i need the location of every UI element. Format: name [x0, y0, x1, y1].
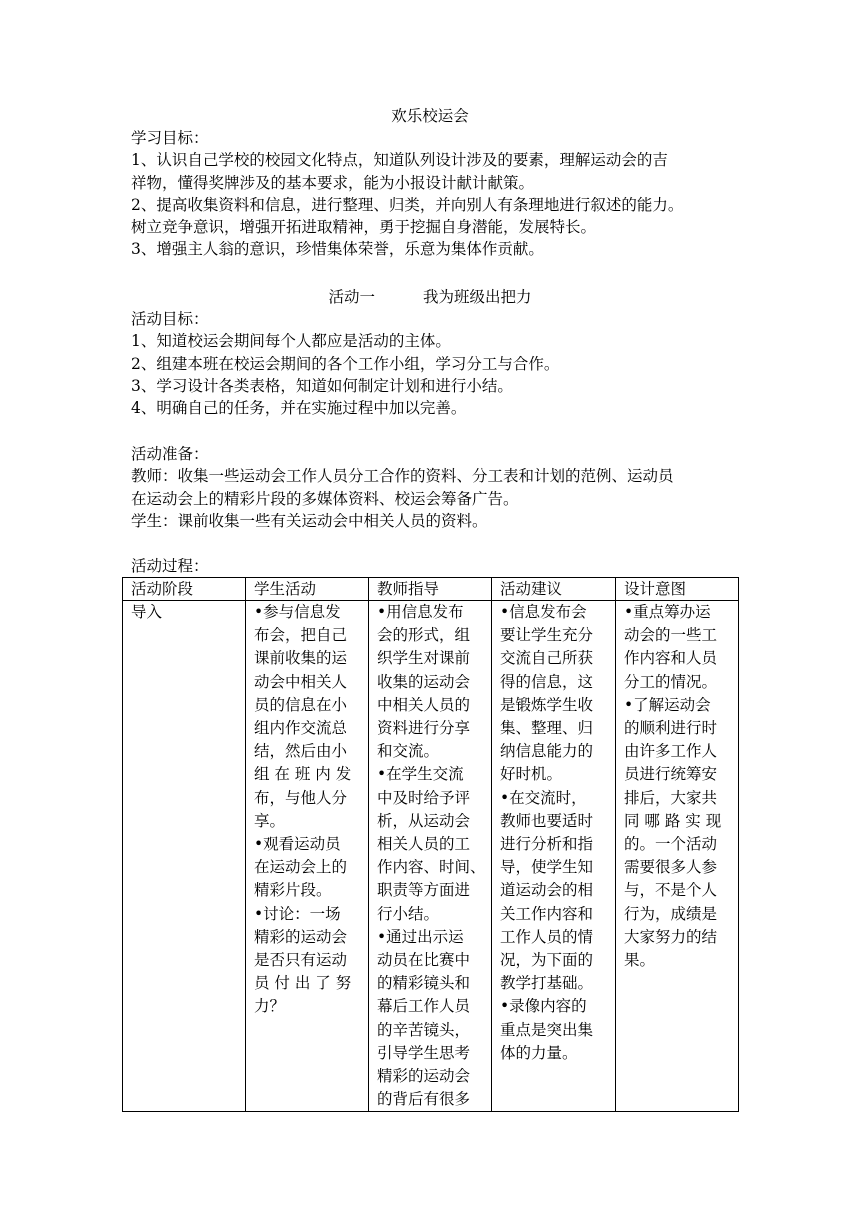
cell-text-line: •通过出示运	[377, 927, 464, 946]
cell-text-line: 布，与他人分	[254, 788, 348, 807]
activity-heading	[0, 286, 860, 308]
cell-text-line: 精彩片段。	[254, 881, 332, 900]
cell-text-line: 中相关人员的	[377, 695, 471, 714]
cell-text-line: 组内作交流总	[254, 719, 348, 738]
cell-text-line: 动会中相关人	[254, 672, 348, 691]
cell-text-line: 会的形式，组	[377, 626, 471, 645]
cell-text-line: 要让学生充分	[500, 626, 594, 645]
cell-text-line: 相关人员的工	[377, 835, 471, 854]
cell-text-line: 析，从运动会	[377, 811, 471, 830]
cell-text-line: •了解运动会	[624, 695, 711, 714]
activity-goal-line: 3、学习设计各类表格，知道如何制定计划和进行小结。	[131, 376, 513, 395]
cell-text-line: 进行分析和指	[500, 835, 594, 854]
cell-text-line: •在交流时，	[500, 788, 587, 807]
stage-text: 导入	[131, 603, 163, 621]
cell-text-line: 作内容、时间、	[377, 858, 486, 877]
header-teacher-guidance: 教师指导	[369, 578, 492, 601]
cell-text-line: 员 付 出 了 努	[254, 974, 352, 993]
activity-goal-line: 1、知道校运会期间每个人都应是活动的主体。	[131, 332, 451, 351]
cell-text-line: 动会的一些工	[624, 626, 718, 645]
cell-text-line: 行为，成绩是	[624, 904, 718, 923]
cell-text-line: 织学生对课前	[377, 649, 471, 668]
cell-text-line: •录像内容的	[500, 997, 587, 1016]
cell-text-line: 动员在比赛中	[377, 951, 471, 970]
cell-text-line: 同 哪 路 实 现	[624, 811, 722, 830]
cell-text-line: 好时机。	[500, 765, 563, 784]
cell-text-line: •用信息发布	[377, 603, 464, 621]
cell-text-line: 享。	[254, 811, 286, 830]
process-label: 活动过程：	[131, 557, 209, 575]
cell-text-line: 精彩的运动会	[254, 927, 348, 946]
cell-text-line: •重点筹办运	[624, 603, 711, 621]
cell-text-line: 果。	[624, 951, 656, 970]
table-header-row	[123, 578, 739, 601]
cell-text-line: 是锻炼学生收	[500, 695, 594, 714]
cell-text-line: 教学打基础。	[500, 974, 594, 993]
cell-text-line: 在运动会上的	[254, 858, 348, 877]
activity-number: 活动一	[328, 288, 375, 306]
cell-text-line: 排后，大家共	[624, 788, 718, 807]
goal-line: 3、增强主人翁的意识，珍惜集体荣誉，乐意为集体作贡献。	[131, 240, 544, 259]
goal-line: 祥物，懂得奖牌涉及的基本要求，能为小报设计献计献策。	[131, 173, 535, 192]
stage-cell	[123, 601, 246, 1112]
activity-goal-line: 4、明确自己的任务，并在实施过程中加以完善。	[131, 399, 467, 418]
cell-text-line: 资料进行分享	[377, 719, 471, 738]
cell-text-line: 行小结。	[377, 904, 440, 923]
preparation-line: 学生：课前收集一些有关运动会中相关人员的资料。	[131, 511, 488, 530]
learning-goals	[131, 127, 741, 261]
document-title: 欢乐校运会	[391, 107, 469, 125]
activity-preparation	[131, 443, 741, 532]
cell-text-line: 精彩的运动会	[377, 1067, 471, 1086]
cell-text-line: 需要很多人参	[624, 858, 718, 877]
cell-text-line: 由许多工作人	[624, 742, 718, 761]
cell-text-line: 与，不是个人	[624, 881, 718, 900]
cell-text-line: 的顺利进行时	[624, 719, 718, 738]
cell-text-line: 员进行统筹安	[624, 765, 718, 784]
cell-text-line: 引导学生思考	[377, 1043, 471, 1062]
header-student-activity: 学生活动	[246, 578, 369, 601]
cell-text-line: •参与信息发	[254, 603, 341, 621]
goal-line: 树立竞争意识，增强开拓进取精神，勇于挖掘自身潜能，发展特长。	[131, 218, 597, 237]
table-row	[123, 601, 739, 1112]
preparation-label: 活动准备：	[131, 445, 209, 463]
cell-text-line: 道运动会的相	[500, 881, 594, 900]
cell-text-line: 员的信息在小	[254, 695, 348, 714]
design-intent-cell	[616, 601, 739, 1112]
cell-text-line: 组 在 班 内 发	[254, 765, 352, 784]
student-activity-cell	[246, 601, 369, 1112]
activity-suggestion-cell	[492, 601, 616, 1112]
cell-text-line: 分工的情况。	[624, 672, 718, 691]
cell-text-line: •观看运动员	[254, 835, 341, 854]
goal-line: 1、认识自己学校的校园文化特点，知道队列设计涉及的要素，理解运动会的吉	[131, 151, 668, 170]
cell-text-line: 中及时给予评	[377, 788, 471, 807]
cell-text-line: 结，然后由小	[254, 742, 348, 761]
cell-text-line: 况，为下面的	[500, 951, 594, 970]
header-stage: 活动阶段	[123, 578, 246, 601]
activity-process-table	[122, 577, 739, 1112]
preparation-line: 在运动会上的精彩片段的多媒体资料、校运会筹备广告。	[131, 489, 519, 508]
process-section	[131, 555, 741, 577]
activity-goals	[131, 308, 741, 419]
cell-text-line: 是否只有运动	[254, 951, 348, 970]
preparation-line: 教师：收集一些运动会工作人员分工合作的资料、分工表和计划的范例、运动员	[131, 467, 674, 486]
cell-text-line: 课前收集的运	[254, 649, 348, 668]
cell-text-line: 布会，把自己	[254, 626, 348, 645]
teacher-guidance-cell	[369, 601, 492, 1112]
cell-text-line: 重点是突出集	[500, 1020, 594, 1039]
header-design-intent: 设计意图	[616, 578, 739, 601]
cell-text-line: 集、整理、归	[500, 719, 594, 738]
cell-text-line: •在学生交流	[377, 765, 464, 784]
cell-text-line: •信息发布会	[500, 603, 587, 621]
learning-goals-label: 学习目标：	[131, 129, 209, 147]
goal-line: 2、提高收集资料和信息，进行整理、归类，并向别人有条理地进行叙述的能力。	[131, 195, 684, 214]
activity-name: 我为班级出把力	[423, 288, 532, 306]
cell-text-line: 力？	[254, 997, 286, 1016]
header-activity-suggestion: 活动建议	[492, 578, 616, 601]
cell-text-line: 收集的运动会	[377, 672, 471, 691]
activity-goals-label: 活动目标：	[131, 310, 209, 328]
cell-text-line: 大家努力的结	[624, 927, 718, 946]
cell-text-line: 职责等方面进	[377, 881, 471, 900]
cell-text-line: •讨论：一场	[254, 904, 341, 923]
cell-text-line: 交流自己所获	[500, 649, 594, 668]
cell-text-line: 工作人员的情	[500, 927, 594, 946]
cell-text-line: 得的信息，这	[500, 672, 594, 691]
cell-text-line: 教师也要适时	[500, 811, 594, 830]
cell-text-line: 的背后有很多	[377, 1090, 471, 1109]
cell-text-line: 的辛苦镜头，	[377, 1020, 471, 1039]
cell-text-line: 的精彩镜头和	[377, 974, 471, 993]
cell-text-line: 导，使学生知	[500, 858, 594, 877]
cell-text-line: 的。一个活动	[624, 835, 718, 854]
cell-text-line: 作内容和人员	[624, 649, 718, 668]
cell-text-line: 纳信息能力的	[500, 742, 594, 761]
cell-text-line: 体的力量。	[500, 1043, 578, 1062]
cell-text-line: 和交流。	[377, 742, 440, 761]
activity-goal-line: 2、组建本班在校运会期间的各个工作小组，学习分工与合作。	[131, 354, 560, 373]
cell-text-line: 关工作内容和	[500, 904, 594, 923]
cell-text-line: 幕后工作人员	[377, 997, 471, 1016]
